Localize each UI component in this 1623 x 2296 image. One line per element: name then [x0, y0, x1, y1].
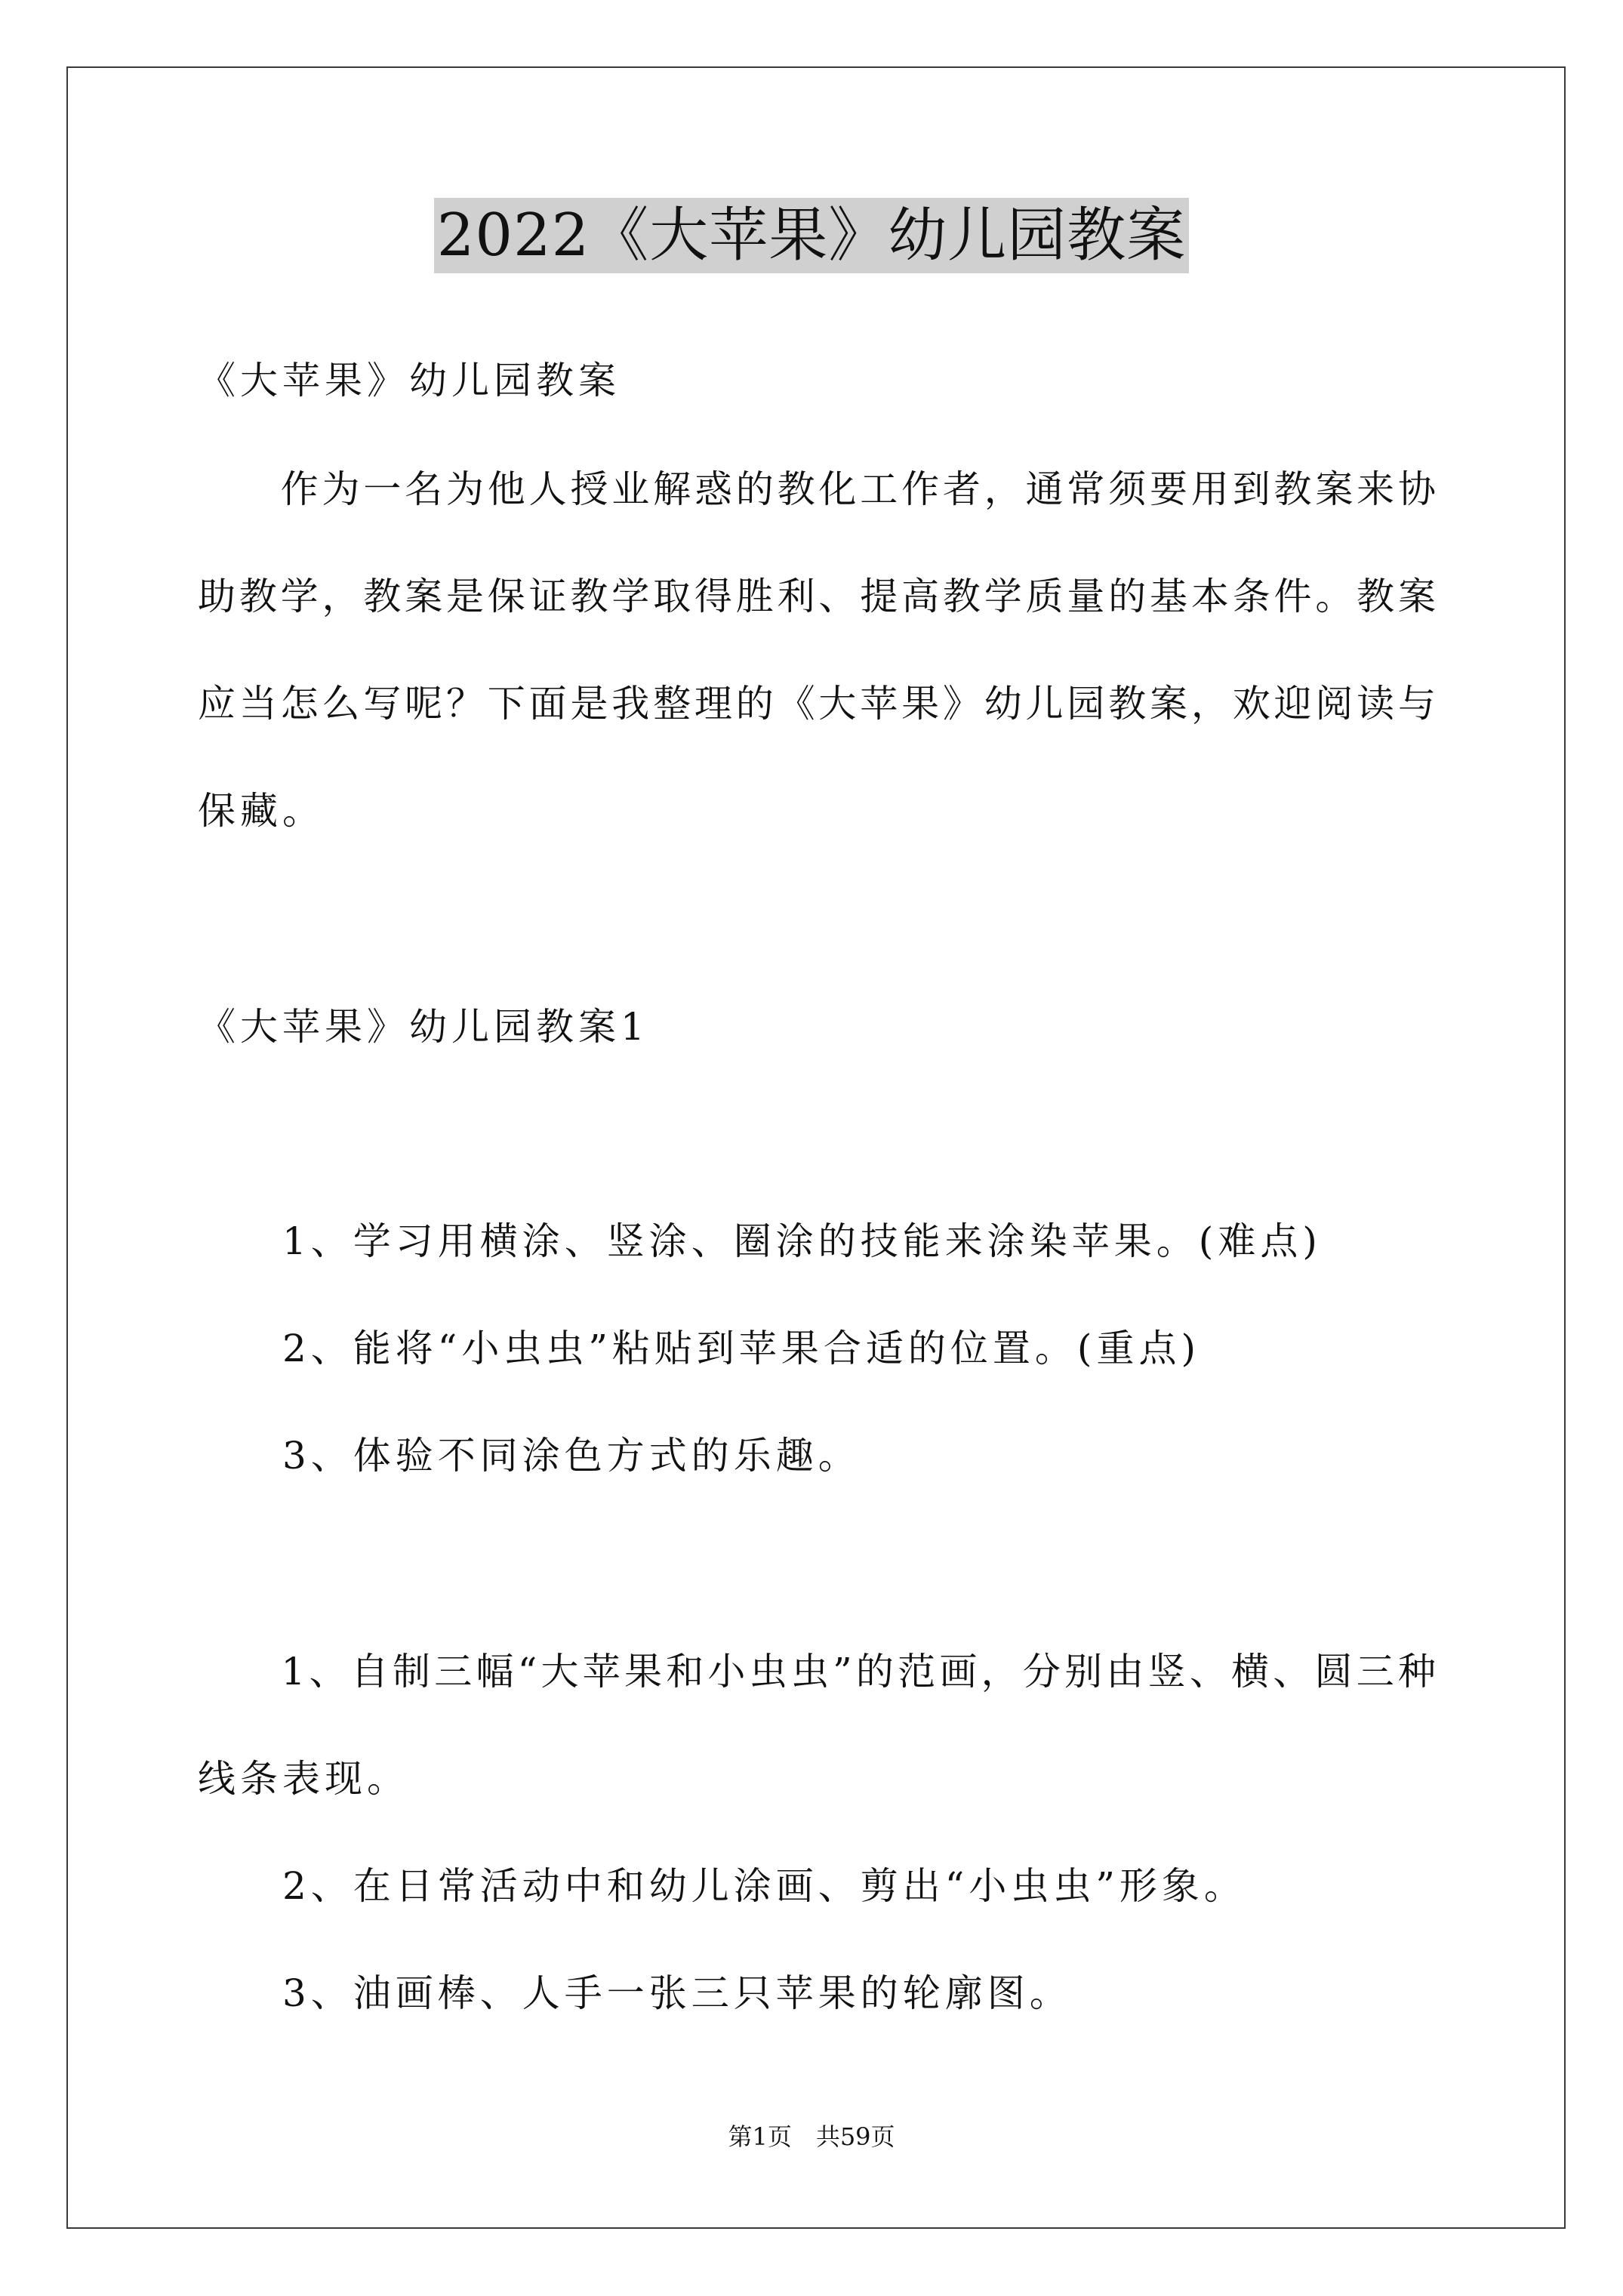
document-title: 2022《大苹果》幼儿园教案 [434, 198, 1190, 273]
preparation-item-1-line-2: 线条表现。 [198, 1757, 409, 1801]
title-container [0, 198, 1623, 273]
preparation-item-3: 3、油画棒、人手一张三只苹果的轮廓图。 [198, 1971, 1072, 2015]
intro-line-4: 保藏。 [198, 789, 325, 833]
goal-item-3: 3、体验不同涂色方式的乐趣。 [198, 1434, 861, 1478]
section-heading: 《大苹果》幼儿园教案1 [198, 1005, 649, 1049]
goal-item-1: 1、学习用横涂、竖涂、圈涂的技能来涂染苹果。(难点) [198, 1219, 1322, 1263]
intro-line-2: 助教学，教案是保证教学取得胜利、提高教学质量的基本条件。教案 [198, 575, 1436, 618]
goal-item-2: 2、能将“小虫虫”粘贴到苹果合适的位置。(重点) [198, 1327, 1200, 1370]
page-footer: 第1页 共59页 [728, 2122, 895, 2151]
intro-line-1: 作为一名为他人授业解惑的教化工作者，通常须要用到教案来协 [198, 467, 1436, 511]
document-subtitle: 《大苹果》幼儿园教案 [198, 359, 621, 402]
preparation-item-1-line-1: 1、自制三幅“大苹果和小虫虫”的范画，分别由竖、横、圆三种 [198, 1650, 1436, 1693]
preparation-item-2: 2、在日常活动中和幼儿涂画、剪出“小虫虫”形象。 [198, 1864, 1246, 1908]
intro-line-3: 应当怎么写呢？下面是我整理的《大苹果》幼儿园教案，欢迎阅读与 [198, 682, 1436, 726]
